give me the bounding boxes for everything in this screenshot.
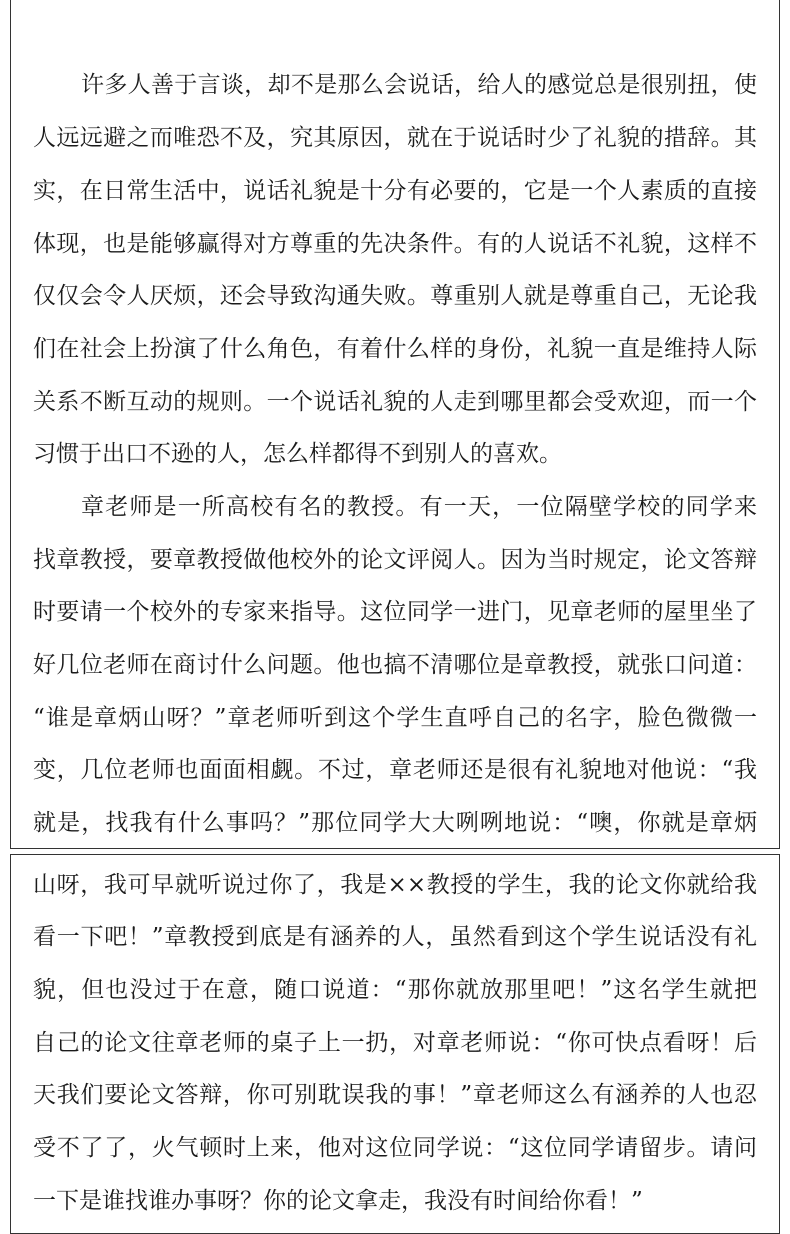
text-line: 许多人善于言谈，却不是那么会说话，给人的感觉总是很别扭，使 <box>81 72 757 98</box>
text-line: 看一下吧！”章教授到底是有涵养的人，虽然看到这个学生说话没有礼 <box>33 924 757 950</box>
text-line: 关系不断互动的规则。一个说话礼貌的人走到哪里都会受欢迎，而一个 <box>33 389 757 415</box>
text-line: 好几位老师在商讨什么问题。他也搞不清哪位是章教授，就张口问道： <box>33 652 757 678</box>
text-line: 山呀，我可早就听说过你了，我是××教授的学生，我的论文你就给我 <box>33 872 757 898</box>
text-line: 貌，但也没过于在意，随口说道：“那你就放那里吧！”这名学生就把 <box>33 977 757 1003</box>
text-line: 习惯于出口不逊的人，怎么样都得不到别人的喜欢。 <box>33 441 562 467</box>
text-line: 章老师是一所高校有名的教授。有一天，一位隔壁学校的同学来 <box>81 494 757 520</box>
text-line: 实，在日常生活中，说话礼貌是十分有必要的，它是一个人素质的直接 <box>33 178 757 204</box>
text-line: 找章教授，要章教授做他校外的论文评阅人。因为当时规定，论文答辩 <box>33 547 757 573</box>
page-top <box>10 0 780 849</box>
text-line: “谁是章炳山呀？”章老师听到这个学生直呼自己的名字，脸色微微一 <box>33 705 757 731</box>
text-line: 自己的论文往章老师的桌子上一扔，对章老师说：“你可快点看呀！后 <box>33 1030 757 1056</box>
text-line: 时要请一个校外的专家来指导。这位同学一进门，见章老师的屋里坐了 <box>33 599 757 625</box>
text-line: 就是，找我有什么事吗？”那位同学大大咧咧地说：“噢，你就是章炳 <box>33 810 757 836</box>
text-line: 体现，也是能够赢得对方尊重的先决条件。有的人说话不礼貌，这样不 <box>33 231 757 257</box>
text-line: 们在社会上扮演了什么角色，有着什么样的身份，礼貌一直是维持人际 <box>33 336 757 362</box>
page-bottom <box>10 854 780 1234</box>
text-line: 仅仅会令人厌烦，还会导致沟通失败。尊重别人就是尊重自己，无论我 <box>33 283 757 309</box>
text-line: 变，几位老师也面面相觑。不过，章老师还是很有礼貌地对他说：“我 <box>33 757 757 783</box>
text-line: 受不了了，火气顿时上来，他对这位同学说：“这位同学请留步。请问 <box>33 1135 757 1161</box>
text-line: 天我们要论文答辩，你可别耽误我的事！”章老师这么有涵养的人也忍 <box>33 1082 757 1108</box>
text-line: 一下是谁找谁办事呀？你的论文拿走，我没有时间给你看！” <box>33 1188 643 1214</box>
text-line: 人远远避之而唯恐不及，究其原因，就在于说话时少了礼貌的措辞。其 <box>33 125 757 151</box>
